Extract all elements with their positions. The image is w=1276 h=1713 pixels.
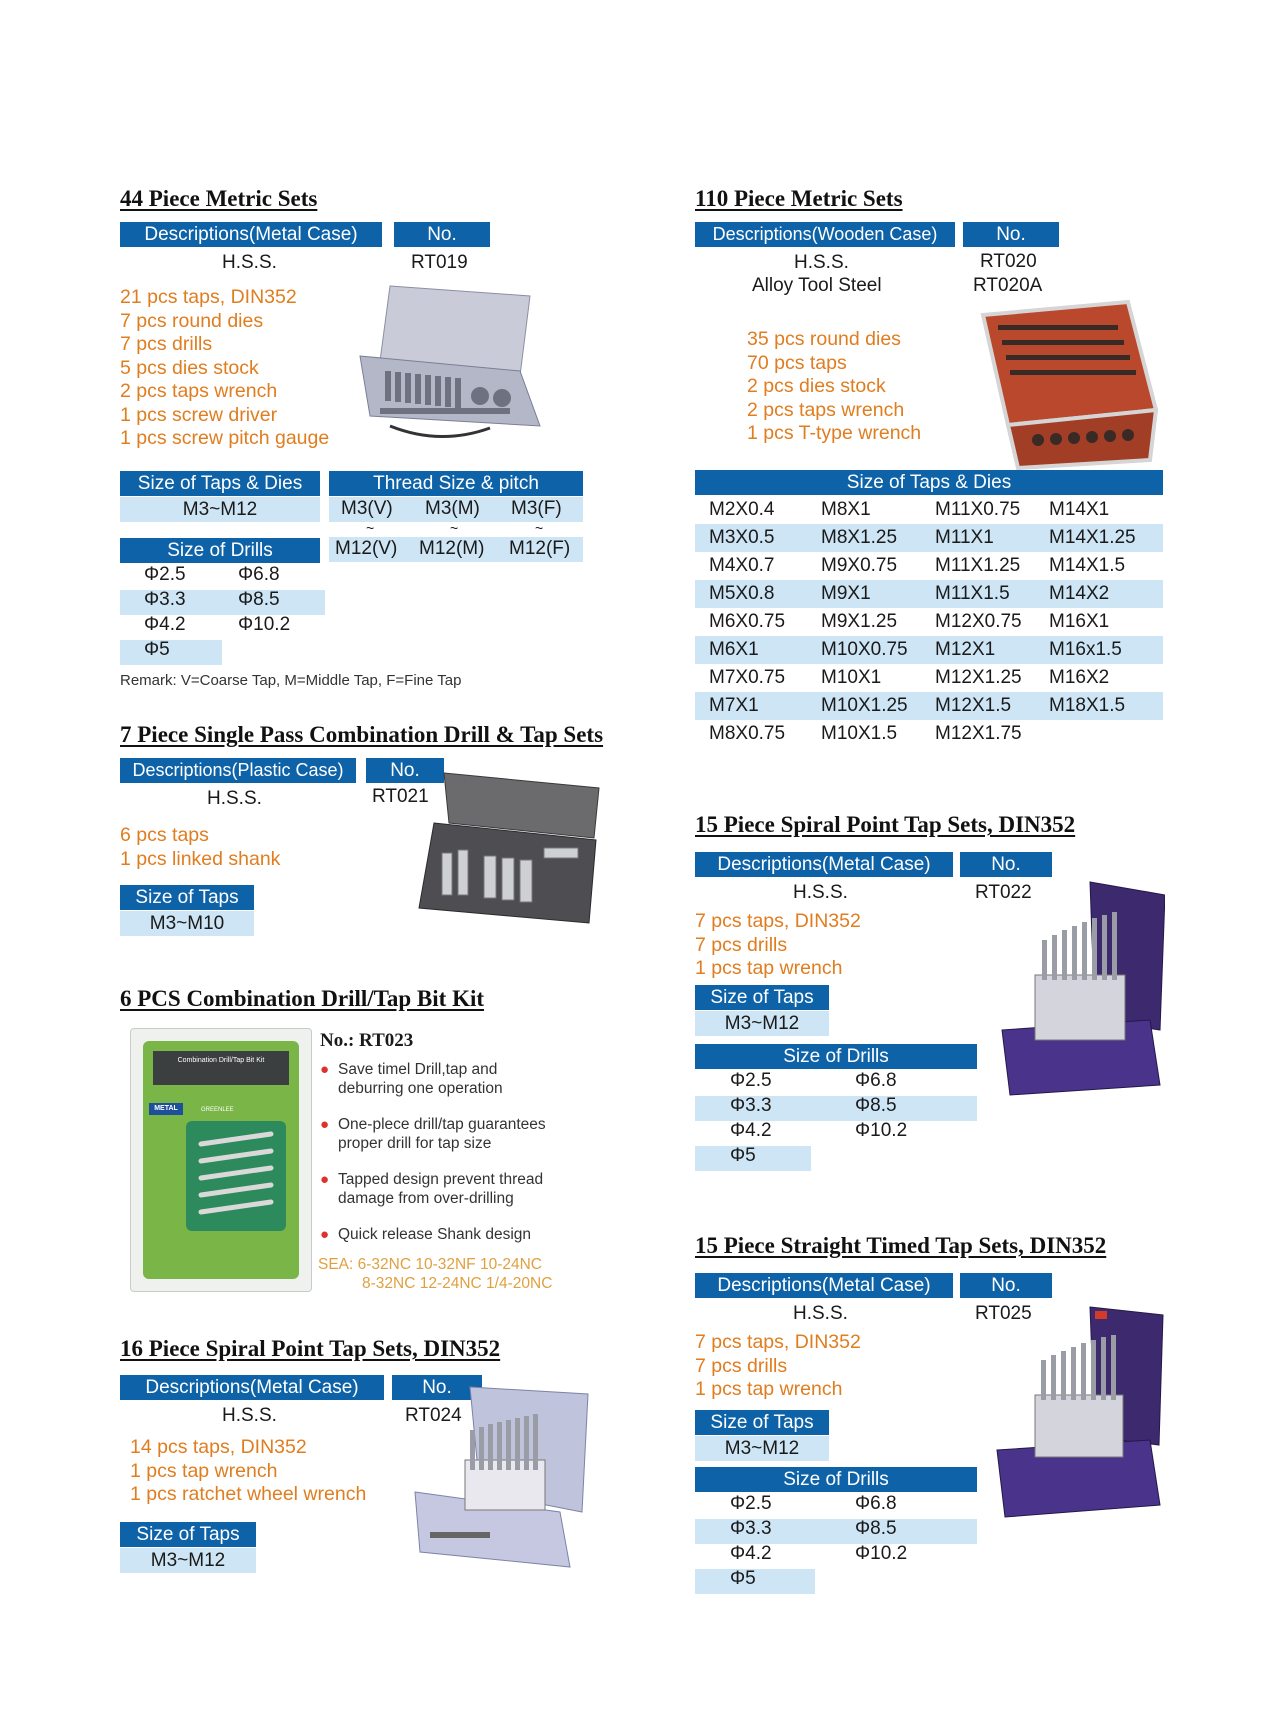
drills-header: Size of Drills xyxy=(120,538,320,563)
drill-size: Φ10.2 xyxy=(855,1543,908,1564)
material-text: H.S.S. xyxy=(793,1303,848,1324)
desc-header: Descriptions(Metal Case) xyxy=(120,222,382,247)
contents-list xyxy=(130,1436,366,1507)
table-cell: M3X0.5 xyxy=(709,527,775,548)
purple-box-photo xyxy=(1000,880,1165,1100)
drill-size: Φ6.8 xyxy=(855,1070,897,1091)
content-item: 1 pcs tap wrench xyxy=(695,1378,843,1400)
thread-cell: M3(V) xyxy=(341,498,393,519)
content-item: 1 pcs ratchet wheel wrench xyxy=(130,1483,367,1505)
drill-bits-graphic xyxy=(191,1129,281,1229)
drill-size: Φ10.2 xyxy=(855,1120,908,1141)
no-header: No. xyxy=(963,222,1059,247)
content-item: 14 pcs taps, DIN352 xyxy=(130,1436,307,1458)
table-cell: M11X1 xyxy=(935,527,994,548)
metal-case-photo xyxy=(350,276,550,446)
feature-item: ● Quick release Shank design xyxy=(320,1226,532,1243)
tilde-mark: ~ xyxy=(450,520,459,536)
contents-list xyxy=(747,328,921,446)
bullet-icon: ● xyxy=(320,1171,330,1188)
content-item: 7 pcs taps, DIN352 xyxy=(695,910,861,932)
sea-sizes-line1: SEA: 6-32NC 10-32NF 10-24NC xyxy=(318,1256,542,1273)
table-cell: M14X1.25 xyxy=(1049,527,1136,548)
content-item: 1 pcs screw driver xyxy=(120,403,278,426)
package-title: Combination Drill/Tap Bit Kit xyxy=(153,1051,289,1085)
thread-cell: M12(M) xyxy=(419,538,485,559)
drills-table xyxy=(695,1071,977,1181)
table-cell: M10X1.25 xyxy=(821,695,908,716)
product-number: RT022 xyxy=(975,882,1032,903)
drill-size: Φ6.8 xyxy=(238,564,280,585)
table-cell: M5X0.8 xyxy=(709,583,775,604)
table-cell: M8X0.75 xyxy=(709,723,786,744)
package-brand: GREENLEE xyxy=(201,1107,234,1113)
table-cell: M7X1 xyxy=(709,695,759,716)
drills-header: Size of Drills xyxy=(695,1467,977,1492)
feature-item: ● Tapped design prevent thread damage from over-drilling xyxy=(320,1171,544,1207)
drill-size: Φ3.3 xyxy=(144,589,186,610)
table-cell: M14X1.5 xyxy=(1049,555,1126,576)
table-cell: M10X0.75 xyxy=(821,639,908,660)
table-cell: M9X1 xyxy=(821,583,871,604)
thread-cell: M12(F) xyxy=(509,538,571,559)
metal-box-photo xyxy=(410,1382,590,1572)
thread-top-row xyxy=(329,497,583,522)
drill-size: Φ2.5 xyxy=(730,1493,772,1514)
table-cell: M12X1.75 xyxy=(935,723,1022,744)
taps-dies-table xyxy=(695,496,1163,748)
no-header: No. xyxy=(960,852,1052,877)
content-item: 7 pcs drills xyxy=(120,333,213,355)
kit-package-photo xyxy=(130,1028,312,1292)
material-text: H.S.S. xyxy=(793,882,848,903)
product-number: RT019 xyxy=(411,252,468,273)
bullet-icon: ● xyxy=(320,1226,330,1243)
drill-size: Φ4.2 xyxy=(144,614,186,635)
taps-dies-table-header: Size of Taps & Dies xyxy=(695,470,1163,495)
thread-cell: M12(V) xyxy=(335,538,398,559)
bullet-icon: ● xyxy=(320,1061,330,1078)
contents-list xyxy=(120,286,329,451)
content-item: 7 pcs taps, DIN352 xyxy=(695,1331,861,1353)
drill-size: Φ5 xyxy=(144,639,170,660)
drill-size: Φ4.2 xyxy=(730,1120,772,1141)
table-cell: M10X1.5 xyxy=(821,723,898,744)
feature-item: ● Save timel Drill,tap and deburring one operation xyxy=(320,1061,503,1097)
content-item: 6 pcs taps xyxy=(120,824,209,846)
table-cell: M11X1.25 xyxy=(935,555,1021,576)
table-cell: M16X1 xyxy=(1049,611,1110,632)
content-item: 5 pcs dies stock xyxy=(120,356,259,379)
feature-list xyxy=(320,1060,546,1261)
table-cell: M14X2 xyxy=(1049,583,1110,604)
drills-table xyxy=(120,565,325,675)
table-cell: M12X1.25 xyxy=(935,667,1022,688)
desc-header: Descriptions(Wooden Case) xyxy=(695,222,955,247)
tilde-mark: ~ xyxy=(535,520,544,536)
bullet-icon: ● xyxy=(320,1116,330,1133)
taps-dies-value: M3~M12 xyxy=(120,497,320,522)
section-title-15-piece-spiral: 15 Piece Spiral Point Tap Sets, DIN352 xyxy=(695,812,1076,837)
taps-value: M3~M12 xyxy=(695,1011,829,1036)
section-title-44-piece: 44 Piece Metric Sets xyxy=(120,186,318,211)
contents-list xyxy=(695,910,861,981)
contents-list xyxy=(120,824,280,871)
taps-header: Size of Taps xyxy=(120,885,254,910)
purple-box-photo xyxy=(995,1305,1165,1520)
section-title-16-piece: 16 Piece Spiral Point Tap Sets, DIN352 xyxy=(120,1336,501,1361)
content-item: 35 pcs round dies xyxy=(747,328,901,350)
drill-size: Φ6.8 xyxy=(855,1493,897,1514)
table-cell: M11X0.75 xyxy=(935,499,1021,520)
taps-header: Size of Taps xyxy=(695,985,829,1010)
no-header: No. xyxy=(392,1375,482,1400)
no-header: No. xyxy=(394,222,490,247)
desc-header: Descriptions(Metal Case) xyxy=(695,852,953,877)
taps-value: M3~M12 xyxy=(120,1548,256,1573)
thread-header: Thread Size & pitch xyxy=(329,471,583,496)
taps-value: M3~M10 xyxy=(120,911,254,936)
drill-size: Φ2.5 xyxy=(730,1070,772,1091)
thread-cell: M3(F) xyxy=(511,498,562,519)
table-cell: M9X0.75 xyxy=(821,555,898,576)
product-number: RT025 xyxy=(975,1303,1032,1324)
desc-header: Descriptions(Metal Case) xyxy=(120,1375,384,1400)
desc-header: Descriptions(Metal Case) xyxy=(695,1273,953,1298)
table-cell: M16x1.5 xyxy=(1049,639,1122,660)
plastic-case-photo xyxy=(414,768,604,928)
wooden-case-photo xyxy=(978,300,1158,470)
table-cell: M16X2 xyxy=(1049,667,1110,688)
feature-item: ● One-plece drill/tap guarantees proper drill for tap size xyxy=(320,1116,546,1152)
contents-list xyxy=(695,1331,861,1402)
desc-header: Descriptions(Plastic Case) xyxy=(120,758,356,783)
section-title-15-piece-straight: 15 Piece Straight Timed Tap Sets, DIN352 xyxy=(695,1233,1107,1258)
taps-header: Size of Taps xyxy=(695,1410,829,1435)
content-item: 2 pcs dies stock xyxy=(747,375,886,397)
table-cell: M4X0.7 xyxy=(709,555,775,576)
content-item: 1 pcs tap wrench xyxy=(695,957,843,979)
content-item: 7 pcs drills xyxy=(695,1354,788,1377)
no-header: No. xyxy=(960,1273,1052,1298)
content-item: 1 pcs T-type wrench xyxy=(747,422,922,444)
thread-cell: M3(M) xyxy=(425,498,480,519)
drill-size: Φ2.5 xyxy=(144,564,186,585)
content-item: 1 pcs linked shank xyxy=(120,847,281,870)
package-badge: METAL xyxy=(149,1103,183,1115)
no-header: No. xyxy=(366,758,444,783)
drills-header: Size of Drills xyxy=(695,1044,977,1069)
table-cell: M6X1 xyxy=(709,639,759,660)
content-item: 7 pcs round dies xyxy=(120,309,264,332)
section-title-6-pcs: 6 PCS Combination Drill/Tap Bit Kit xyxy=(120,986,485,1011)
content-item: 7 pcs drills xyxy=(695,933,788,956)
material-text: H.S.S. xyxy=(222,252,277,273)
drill-size: Φ5 xyxy=(730,1568,756,1589)
table-cell: M14X1 xyxy=(1049,499,1110,520)
table-cell: M10X1 xyxy=(821,667,882,688)
product-number: RT021 xyxy=(372,786,429,807)
drill-size: Φ8.5 xyxy=(238,589,280,610)
material-text: H.S.S. xyxy=(222,1405,277,1426)
table-cell: M8X1.25 xyxy=(821,527,898,548)
content-item: 1 pcs screw pitch gauge xyxy=(120,427,330,449)
drill-size: Φ8.5 xyxy=(855,1095,897,1116)
table-cell: M2X0.4 xyxy=(709,499,775,520)
product-number: RT020 xyxy=(980,251,1037,272)
drills-table xyxy=(695,1494,977,1604)
table-cell: M7X0.75 xyxy=(709,667,786,688)
taps-header: Size of Taps xyxy=(120,1522,256,1547)
thread-bottom-row xyxy=(329,537,583,562)
product-number: RT020A xyxy=(973,275,1043,296)
drill-size: Φ4.2 xyxy=(730,1543,772,1564)
content-item: 2 pcs taps wrench xyxy=(120,380,278,402)
section-title-7-piece: 7 Piece Single Pass Combination Drill & Tap Sets xyxy=(120,722,604,747)
kit-number: No.: RT023 xyxy=(320,1030,414,1051)
tilde-mark: ~ xyxy=(366,520,375,536)
taps-value: M3~M12 xyxy=(695,1436,829,1461)
product-number: RT024 xyxy=(405,1405,462,1426)
taps-dies-header: Size of Taps & Dies xyxy=(120,471,320,496)
drill-size: Φ10.2 xyxy=(238,614,291,635)
table-cell: M9X1.25 xyxy=(821,611,898,632)
material-text: H.S.S. xyxy=(794,252,849,273)
content-item: 1 pcs tap wrench xyxy=(130,1459,278,1482)
content-item: 70 pcs taps xyxy=(747,351,847,374)
sea-sizes-line2: 8-32NC 12-24NC 1/4-20NC xyxy=(362,1275,553,1292)
content-item: 2 pcs taps wrench xyxy=(747,398,905,421)
content-item: 21 pcs taps, DIN352 xyxy=(120,286,297,308)
table-cell: M8X1 xyxy=(821,499,871,520)
drill-size: Φ8.5 xyxy=(855,1518,897,1539)
table-cell: M12X1.5 xyxy=(935,695,1012,716)
drill-size: Φ3.3 xyxy=(730,1518,772,1539)
drill-size: Φ3.3 xyxy=(730,1095,772,1116)
section-title-110-piece: 110 Piece Metric Sets xyxy=(695,186,903,211)
table-cell: M18X1.5 xyxy=(1049,695,1126,716)
table-cell: M11X1.5 xyxy=(935,583,1010,604)
table-cell: M12X0.75 xyxy=(935,611,1022,632)
material-text: Alloy Tool Steel xyxy=(752,275,882,296)
table-cell: M6X0.75 xyxy=(709,611,786,632)
drill-size: Φ5 xyxy=(730,1145,756,1166)
remark-text: Remark: V=Coarse Tap, M=Middle Tap, F=Fine Tap xyxy=(120,672,462,689)
table-cell: M12X1 xyxy=(935,639,996,660)
material-text: H.S.S. xyxy=(207,788,262,809)
